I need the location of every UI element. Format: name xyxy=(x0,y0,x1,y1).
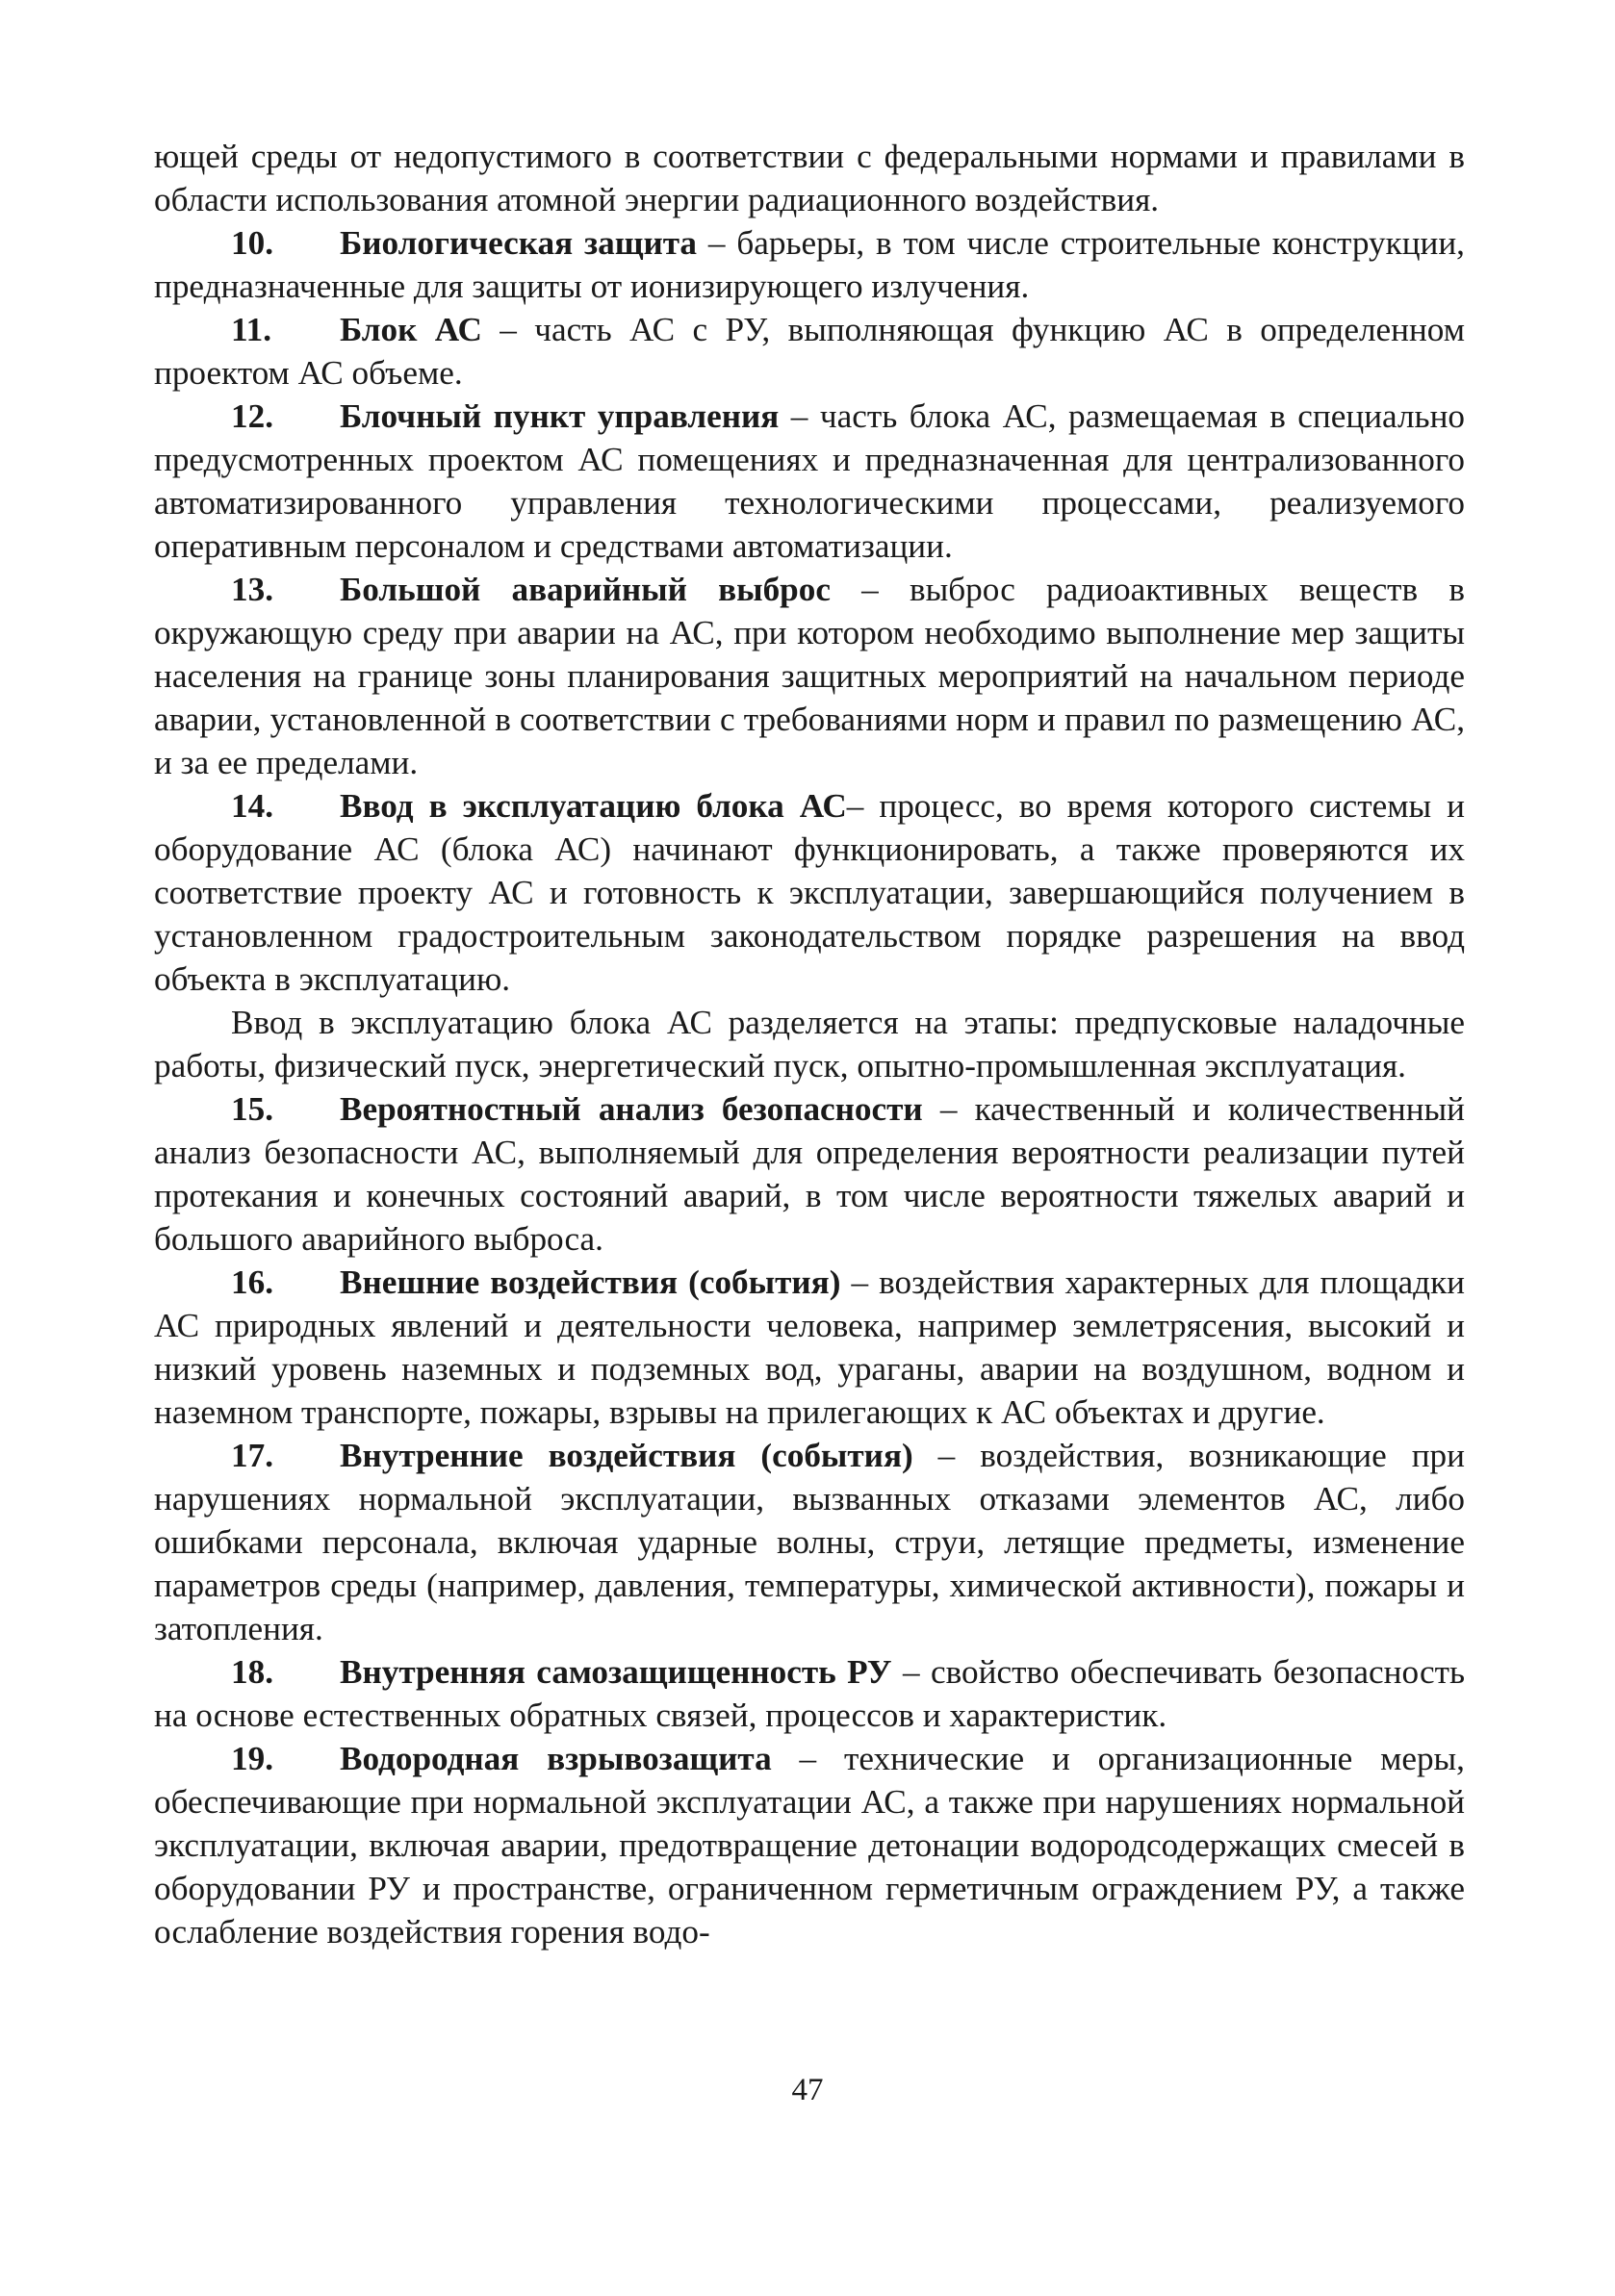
definition-term: Большой аварийный выброс xyxy=(340,571,831,608)
definition-text: – качественный и количественный анализ безопасности АС, выполняемый для определения вероятности реализации путей протекания и конечных состояний аварий, в том числе вероятности тяжелых аварий и большого аварийного выброса. xyxy=(154,1090,1465,1258)
definition-text: – часть АС с РУ, выполняющая функцию АС в определенном проектом АС объеме. xyxy=(154,311,1465,392)
definition-number: 11. xyxy=(231,311,272,348)
definition-19 xyxy=(154,1737,1465,1953)
definition-text: Ввод в эксплуатацию блока АС разделяется на этапы: предпусковые наладочные работы, физический пуск, энергетический пуск, опытно-промышленная эксплуатация. xyxy=(154,1004,1465,1084)
page-number: 47 xyxy=(791,2073,824,2107)
definition-text: – часть блока АС, размещаемая в специально предусмотренных проектом АС помещениях и предназначенная для централизованного автоматизированного управления технологическими процессами, реализуемого оперативным персоналом и средствами автоматизации. xyxy=(154,397,1465,565)
definition-11 xyxy=(154,308,1465,395)
definition-17 xyxy=(154,1434,1465,1650)
intro-paragraph: ющей среды от недопустимого в соответствии с федеральными нормами и правилами в области использования атомной энергии радиационного воздействия. xyxy=(154,138,1465,218)
definition-10 xyxy=(154,221,1465,308)
definition-12 xyxy=(154,395,1465,568)
definition-text: – барьеры, в том числе строительные конструкции, предназначенные для защиты от ионизирующего излучения. xyxy=(154,224,1465,305)
definition-text: – процесс, во время которого системы и оборудование АС (блока АС) начинают функционировать, а также проверяются их соответствие проекту АС и готовность к эксплуатации, завершающийся получением в установленном градостроительным законодательством порядке разрешения на ввод объекта в эксплуатацию. xyxy=(154,787,1465,998)
definition-number: 10. xyxy=(231,224,273,262)
definition-13 xyxy=(154,568,1465,784)
definition-term: Внутренние воздействия (события) xyxy=(340,1437,913,1474)
definition-text: – технические и организационные меры, обеспечивающие при нормальной эксплуатации АС, а также при нарушениях нормальной эксплуатации, включая аварии, предотвращение детонации водородсодержащих смесей в оборудовании РУ и пространстве, ограниченном герметичным ограждением РУ, а также ослабление воздействия горения водо- xyxy=(154,1740,1465,1951)
definition-number: 15. xyxy=(231,1090,273,1128)
definition-15 xyxy=(154,1087,1465,1261)
definition-text: – свойство обеспечивать безопасность на основе естественных обратных связей, процессов и характеристик. xyxy=(154,1653,1465,1734)
definition-number: 19. xyxy=(231,1740,273,1777)
definition-text: – воздействия характерных для площадки АС природных явлений и деятельности человека, например землетрясения, высокий и низкий уровень наземных и подземных вод, ураганы, аварии на воздушном, водном и наземном транспорте, пожары, взрывы на прилегающих к АС объектах и другие. xyxy=(154,1263,1465,1431)
definition-text: – воздействия, возникающие при нарушениях нормальной эксплуатации, вызванных отказами элементов АС, либо ошибками персонала, включая ударные волны, струи, летящие предметы, изменение параметров среды (например, давления, температуры, химической активности), пожары и затопления. xyxy=(154,1437,1465,1647)
definition-number: 12. xyxy=(231,397,273,435)
definition-term: Внешние воздействия (события) xyxy=(340,1263,841,1301)
definition-term: Ввод в эксплуатацию блока АС xyxy=(340,787,847,825)
definition-number: 13. xyxy=(231,571,273,608)
definition-number: 17. xyxy=(231,1437,273,1474)
definition-term: Блочный пункт управления xyxy=(340,397,780,435)
definition-number: 16. xyxy=(231,1263,273,1301)
definition-14-note xyxy=(154,1001,1465,1087)
definition-term: Внутренняя самозащищенность РУ xyxy=(340,1653,892,1691)
definition-number: 18. xyxy=(231,1653,273,1691)
definition-16 xyxy=(154,1261,1465,1434)
definition-text: – выброс радиоактивных веществ в окружающую среду при аварии на АС, при котором необходимо выполнение мер защиты населения на границе зоны планирования защитных мероприятий на начальном периоде аварии, установленной в соответствии с требованиями норм и правил по размещению АС, и за ее пределами. xyxy=(154,571,1466,781)
definition-number: 14. xyxy=(231,787,273,825)
definition-14 xyxy=(154,784,1465,1001)
document-page xyxy=(154,135,1465,1953)
definition-term: Блок АС xyxy=(340,311,482,348)
definition-term: Вероятностный анализ безопасности xyxy=(340,1090,923,1128)
definition-term: Водородная взрывозащита xyxy=(340,1740,772,1777)
definition-term: Биологическая защита xyxy=(340,224,698,262)
definition-18 xyxy=(154,1650,1465,1737)
